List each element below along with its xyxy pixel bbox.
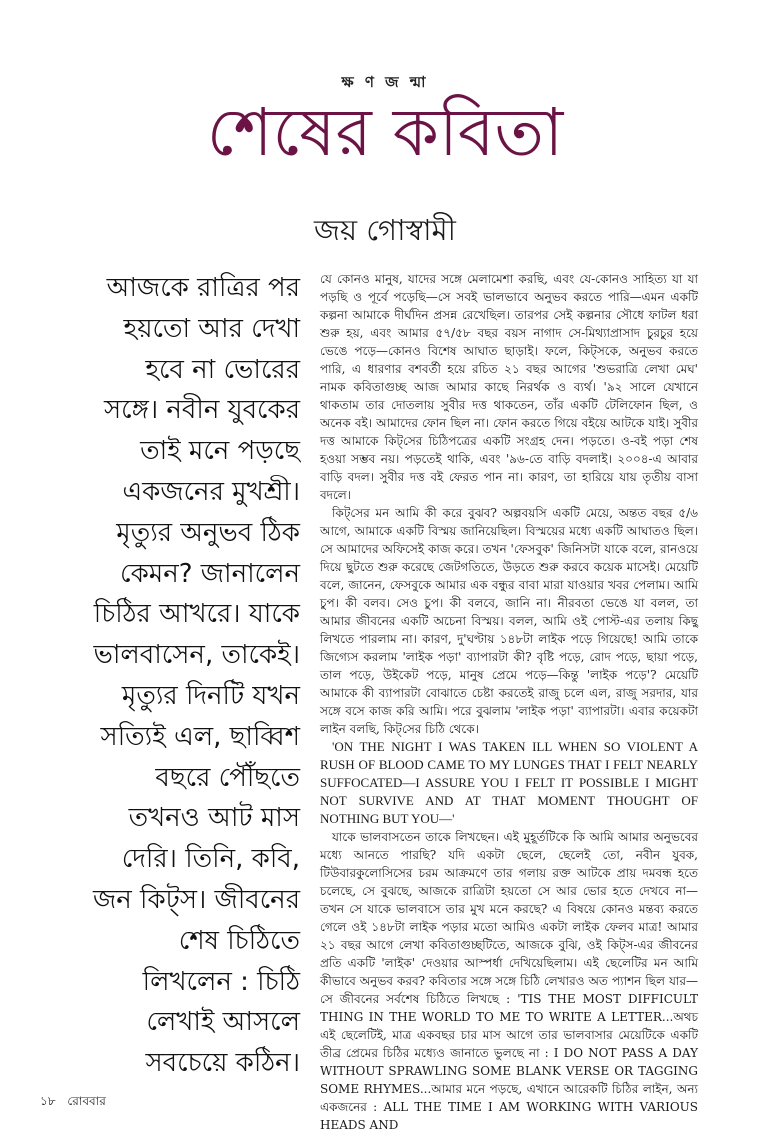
pull-quote-line: হয়তো আর দেখা xyxy=(123,313,300,344)
pull-quote-line: মৃত্যুর অনুভব ঠিক xyxy=(116,517,300,548)
pull-quote-line: সবচেয়ে কঠিন। xyxy=(145,1048,300,1079)
body-paragraph: যাকে ভালবাসতেন তাকে লিখছেন। এই মুহূর্তটিকে কি আমি আমার অনুভবের মধ্যে আনতে পারছি? যদি একটা ছেলে, ছেলেই তো, নবীন যুবক, টিউবারকুলোসিসের চরম আক্রমণে তার গলায় রক্ত আটকে প্রায় দমবন্ধ হতে চলেছে, সে বুঝছে, আজকে রাত্রিটা হয়তো সে আর ভোর হতে দেখবে না—তখন সে যাকে ভালবাসে তার মুখ মনে করছে? এ বিষয়ে কোনও মন্তব্য করতে গেলে ওই ১৪৮টা লাইক পড়ার মতো আমিও একটা লাইক ফেলব মাত্র! আমার ২১ বছর আগে লেখা কবিতাগুচ্ছটিতে, আজকে বুঝি, ওই কিট্‌স-এর জীবনের প্রতি একটি 'লাইক' দেওয়ার আস্পর্ধা দেখিয়েছিলাম। এই ছেলেটির মন আমি কীভাবে অনুভব করব? কবিতার সঙ্গে সঙ্গে চিঠি লেখারও অত প্যাশন ছিল যার—সে জীবনের সর্বশেষ চিঠিতে লিখছে : 'TIS THE MOST DIFFICULT THING IN THE WORLD TO ME TO WRITE A LETTER...অথচ এই ছেলেটিই, মাত্র একবছর চার মাস আগে তার ভালবাসার মেয়েটিকে একটি তীব্র প্রেমের চিঠির মধ্যেও জানাতে ভুলছে না : I DO NOT PASS A DAY WITHOUT SPRAWLING SOME BLANK VERSE OR TAGGING SOME RHYMES...আমার মনে পড়ছে, এখানে আরেকটি চিঠির লাইন, অন্য একজনের : ALL THE TIME I AM WORKING WITH VARIOUS HEADS AND xyxy=(320,830,698,1132)
pull-quote-line: তাই মনে পড়ছে xyxy=(140,436,300,467)
section-kicker: ক্ষ ণ জ ন্মা xyxy=(341,73,429,91)
page-number: ১৮ xyxy=(40,1094,56,1108)
pull-quote-line: বছরে পৌঁছতে xyxy=(155,762,300,793)
pull-quote-line: মৃত্যুর দিনটি যখন xyxy=(121,680,300,711)
pull-quote-line: শেষ চিঠিতে xyxy=(178,925,300,956)
keats-letter-quote: 'ON THE NIGHT I WAS TAKEN ILL WHEN SO VIOLENT A RUSH OF BLOOD CAME TO MY LUNGES THAT I FELT NEARLY SUFFOCATED—I ASSURE YOU I FELT IT POSSIBLE I MIGHT NOT SURVIVE AND AT THAT MOMENT THOUGHT OF NOTHING BUT YOU—' xyxy=(320,739,698,826)
body-paragraph: কিট্‌সের মন আমি কী করে বুঝব? অল্পবয়সি একটি মেয়ে, অন্তত বছর ৫/৬ আগে, আমাকে একটি বিস্ময় জানিয়েছিল। বিস্ময়ের মধ্যে একটি আঘাতও ছিল। সে আমাদের অফিসেই কাজ করে। তখন 'ফেসবুক' জিনিসটা যাকে বলে, রানওয়ে দিয়ে ছুটতে শুরু করেছে জেটগতিতে, উড়তে শুরু করবে কয়েক মাসেই। মেয়েটি বলে, জানেন, ফেসবুকে আমার এক বন্ধুর বাবা মারা যাওয়ার খবর পেলাম। আমি চুপ। কী বলব। সেও চুপ। কী বলবে, জানি না। নীরবতা ভেঙে যা বলল, তা আমার জীবনের একটি অচেনা বিস্ময়। বলল, আমি ওই পোস্ট-এর তলায় কিছু লিখতে পারলাম না। কারণ, দু'ঘণ্টায় ১৪৮টা লাইক পড়ে গিয়েছে! আমি তাকে জিগ্যেস করলাম 'লাইক পড়া' ব্যাপারটা কী? বৃষ্টি পড়ে, রোদ পড়ে, ছায়া পড়ে, তাল পড়ে, উইকেট পড়ে, মানুষ প্রেমে পড়ে—কিন্তু 'লাইক পড়ে'? মেয়েটি আমাকে কী ব্যাপারটা বোঝাতে চেষ্টা করতেই রাজু চলে এল, রাজু সরদার, যার সঙ্গে বসে কাজ করি আমি। পরে বুঝলাম 'লাইক পড়া' ব্যাপারটা। এবার কয়েকটা লাইন বলছি, কিট্‌সের চিঠি থেকে। xyxy=(320,506,698,736)
pull-quote-line: লিখলেন : চিঠি xyxy=(142,966,300,997)
pull-quote-line: লেখাই আসলে xyxy=(146,1007,300,1038)
magazine-section-name: রোববার xyxy=(67,1094,106,1108)
pull-quote-line: হবে না ভোরের xyxy=(145,354,300,385)
pull-quote-line: একজনের মুখশ্রী। xyxy=(122,476,300,507)
pull-quote xyxy=(60,268,300,1084)
author-name: জয় গোস্বামী xyxy=(314,213,456,247)
body-paragraph: যে কোনও মানুষ, যাদের সঙ্গে মেলামেশা করছি, এবং যে-কোনও সাহিত্য যা যা পড়ছি ও পূর্বে পড়েছি—সে সবই ভালভাবে অনুভব করতে পারি—এমন একটি কল্পনা আমাকে দীর্ঘদিন প্রসন্ন রেখেছিল। তারপর সেই কল্পনার সৌধে ফাটল ধরা শুরু হয়, এবং আমার ৫৭/৫৮ বছর বয়স নাগাদ সে-মিথ্যাপ্রাসাদ চুরচুর হয়ে ভেঙে পড়ে—কোনও বিশেষ আঘাত ছাড়াই। ফলে, কিট্‌সকে, অনুভব করতে পারি, এ ধারণার বশবর্তী হয়ে রচিত ২১ বছর আগের 'শুভরাত্রি লেখা মেঘ' নামক কবিতাগুচ্ছ আজ আমার কাছে নিরর্থক ও ব্যর্থ। '৯২ সালে যেখানে থাকতাম তার দোতলায় সুবীর দত্ত থাকতেন, তাঁর একটি টেলিফোন ছিল, ও অনেক বই। আমাদের ফোন ছিল না। ফোন করতে গিয়ে বইয়ে আটকে যাই। সুবীর দত্ত আমাকে কিট্‌সের চিঠিপত্রের একটি সংগ্রহ দেন। পড়তে। ও-বই পড়া শেষ হওয়া সম্ভব নয়। পড়তেই থাকি, এবং '৯৬-তে বাড়ি বদলাই। ২০০৪-এ আবার বাড়ি বদল। সুবীর দত্ত বই ফেরত পান না। কারণ, তা হারিয়ে যায় তৃতীয় বাসা বদলে। xyxy=(320,272,698,502)
pull-quote-line: চিঠির আখরে। যাকে xyxy=(93,599,300,630)
pull-quote-line: সত্যিই এল, ছাব্বিশ xyxy=(100,721,300,752)
article-title: শেষের কবিতা xyxy=(206,94,564,171)
pull-quote-line: কেমন? জানালেন xyxy=(120,558,300,589)
pull-quote-line: আজকে রাত্রির পর xyxy=(106,273,300,303)
pull-quote-line: ভালবাসেন, তাকেই। xyxy=(93,640,300,671)
pull-quote-line: সঙ্গে। নবীন যুবকের xyxy=(103,395,300,426)
pull-quote-line: জন কিট্‌স। জীবনের xyxy=(92,884,300,915)
pull-quote-line: তখনও আট মাস xyxy=(128,803,300,834)
page-footer xyxy=(40,1093,114,1113)
article-body xyxy=(320,270,698,1132)
pull-quote-line: দেরি। তিনি, কবি, xyxy=(121,844,300,875)
